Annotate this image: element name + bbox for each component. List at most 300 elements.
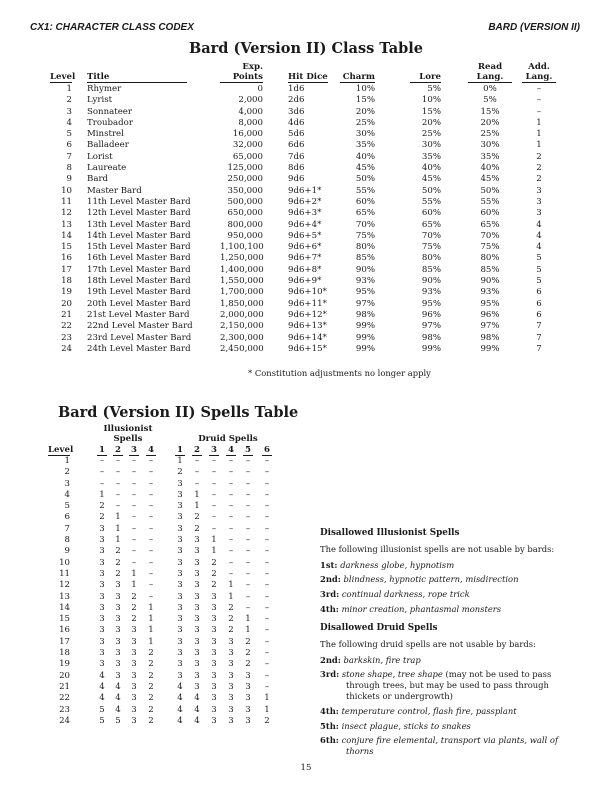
cell-illusionist-spells: 2 (148, 704, 154, 715)
cell-illusionist-spells: 2 (131, 602, 137, 613)
cell-druid-spells: 4 (194, 693, 200, 704)
cell-title: Bard (87, 174, 109, 185)
cell-read-lang: 95% (480, 298, 500, 309)
cell-title: 22nd Level Master Bard (87, 321, 193, 332)
cell-druid-spells: – (264, 546, 270, 557)
table-row (0, 569, 320, 580)
cell-druid-spells: 2 (194, 523, 200, 534)
cell-add-lang: 7 (536, 343, 542, 354)
cell-exp-points: 0 (257, 84, 263, 94)
col-add-header-bottom: Lang. (522, 72, 556, 83)
cell-illusionist-spells: – (148, 557, 154, 568)
cell-lore: 15% (421, 106, 441, 117)
table-row (0, 299, 612, 310)
cell-druid-spells: – (194, 478, 200, 489)
cell-charm: 93% (355, 276, 375, 287)
cell-druid-spells: 3 (228, 636, 234, 647)
cell-druid-spells: – (228, 467, 234, 478)
cell-druid-spells: 4 (177, 681, 183, 692)
cell-read-lang: 70% (480, 230, 500, 241)
table-row (0, 129, 612, 140)
cell-druid-spells: 2 (177, 467, 183, 478)
cell-level: 21 (59, 681, 70, 692)
cell-druid-spells: 3 (211, 602, 217, 613)
cell-druid-spells: – (245, 478, 251, 489)
spell-level-entry (320, 604, 580, 615)
table-row (0, 242, 612, 253)
table-row (0, 479, 320, 490)
cell-add-lang: 5 (536, 253, 542, 264)
cell-illusionist-spells: 3 (115, 670, 121, 681)
cell-add-lang: 3 (536, 185, 542, 196)
cell-druid-spells: 3 (194, 681, 200, 692)
cell-read-lang: 40% (480, 163, 500, 174)
table-row (0, 614, 320, 625)
cell-level: 8 (64, 535, 70, 546)
cell-druid-spells: – (245, 546, 251, 557)
cell-title: 18th Level Master Bard (87, 276, 191, 287)
cell-exp-points: 2,450,000 (220, 343, 264, 354)
spell-level-label: 5th: (320, 720, 339, 731)
illusionist-col-header: 1 (97, 445, 107, 456)
table-row (0, 208, 612, 219)
spell-note: (may not be used to pass through trees, but may be used to pass through thickets or undergrowth) (346, 669, 552, 701)
cell-druid-spells: 3 (211, 681, 217, 692)
cell-druid-spells: – (211, 523, 217, 534)
table-row (0, 220, 612, 231)
cell-level: 11 (59, 568, 70, 579)
running-header-left: CX1: CHARACTER CLASS CODEX (30, 22, 194, 33)
cell-illusionist-spells: 3 (99, 602, 105, 613)
cell-level: 19 (61, 287, 72, 298)
cell-illusionist-spells: 4 (99, 693, 105, 704)
cell-charm: 90% (355, 264, 375, 275)
cell-illusionist-spells: – (148, 546, 154, 557)
cell-illusionist-spells: – (131, 512, 137, 523)
cell-druid-spells: 2 (211, 557, 217, 568)
cell-illusionist-spells: 3 (99, 568, 105, 579)
cell-read-lang: 60% (480, 208, 500, 219)
cell-level: 9 (64, 546, 70, 557)
illusionist-col-header: 3 (129, 445, 139, 456)
cell-druid-spells: 1 (264, 693, 270, 704)
cell-druid-spells: – (264, 523, 270, 534)
druid-col-header: 6 (262, 445, 272, 456)
cell-druid-spells: – (264, 557, 270, 568)
cell-illusionist-spells: 2 (115, 546, 121, 557)
table-row (0, 625, 320, 636)
class-table-title: Bard (Version II) Class Table (188, 40, 424, 57)
cell-read-lang: 30% (480, 140, 500, 151)
cell-druid-spells: – (245, 456, 251, 466)
cell-druid-spells: 3 (211, 591, 217, 602)
table-row (0, 344, 612, 355)
spell-list: insect plague, sticks to snakes (341, 720, 471, 731)
cell-title: 15th Level Master Bard (87, 242, 191, 253)
cell-druid-spells: 3 (177, 602, 183, 613)
cell-druid-spells: – (228, 535, 234, 546)
cell-druid-spells: – (264, 501, 270, 512)
cell-lore: 50% (421, 185, 441, 196)
cell-title: Sonnateer (87, 106, 132, 117)
cell-illusionist-spells: – (148, 580, 154, 591)
spell-level-label: 2nd: (320, 574, 341, 585)
table-row (0, 118, 612, 129)
cell-druid-spells: 1 (228, 591, 234, 602)
cell-hit-dice: 9d6+5* (288, 230, 322, 241)
class-table-footnote: * Constitution adjustments no longer apply (248, 368, 431, 378)
cell-lore: 85% (421, 264, 441, 275)
cell-title: 24th Level Master Bard (87, 343, 191, 354)
cell-illusionist-spells: 3 (115, 625, 121, 636)
cell-illusionist-spells: 1 (115, 535, 121, 546)
spells-table-body (0, 456, 320, 727)
cell-druid-spells: 3 (245, 715, 251, 726)
cell-charm: 40% (355, 151, 375, 162)
cell-exp-points: 32,000 (232, 140, 263, 151)
spell-level-label: 6th: (320, 735, 339, 746)
table-row (0, 152, 612, 163)
cell-read-lang: 75% (480, 242, 500, 253)
cell-hit-dice: 9d6+10* (288, 287, 327, 298)
cell-illusionist-spells: 3 (99, 523, 105, 534)
cell-read-lang: 25% (480, 129, 500, 140)
table-row (0, 253, 612, 264)
spell-level-entry (320, 574, 580, 585)
spell-list: minor creation, phantasmal monsters (341, 603, 502, 614)
cell-level: 22 (61, 321, 72, 332)
cell-illusionist-spells: – (148, 523, 154, 534)
cell-illusionist-spells: 2 (148, 715, 154, 726)
cell-druid-spells: – (264, 535, 270, 546)
cell-exp-points: 1,250,000 (220, 253, 264, 264)
cell-lore: 20% (421, 117, 441, 128)
spell-level-label: 3rd: (320, 589, 340, 600)
spell-level-entry (320, 735, 580, 757)
cell-hit-dice: 9d6+7* (288, 253, 322, 264)
cell-druid-spells: – (228, 523, 234, 534)
cell-illusionist-spells: 1 (131, 568, 137, 579)
cell-druid-spells: – (264, 636, 270, 647)
cell-level: 4 (66, 117, 72, 128)
cell-druid-spells: – (228, 557, 234, 568)
cell-exp-points: 350,000 (227, 185, 263, 196)
cell-druid-spells: 3 (245, 670, 251, 681)
druid-col-header: 5 (243, 445, 253, 456)
cell-add-lang: 6 (536, 309, 542, 320)
cell-illusionist-spells: 2 (148, 670, 154, 681)
table-row (0, 693, 320, 704)
table-row (0, 467, 320, 478)
page-number: 15 (300, 763, 312, 773)
cell-read-lang: 96% (480, 309, 500, 320)
disallowed-illusionist-section (320, 528, 580, 619)
cell-title: Lorist (87, 151, 113, 162)
cell-charm: 10% (355, 84, 375, 94)
cell-illusionist-spells: 3 (131, 648, 137, 659)
table-row (0, 95, 612, 106)
cell-illusionist-spells: 3 (131, 704, 137, 715)
cell-druid-spells: 3 (194, 602, 200, 613)
cell-illusionist-spells: – (115, 478, 121, 489)
cell-hit-dice: 6d6 (288, 140, 305, 151)
cell-title: Balladeer (87, 140, 129, 151)
table-row (0, 321, 612, 332)
cell-add-lang: 1 (536, 129, 542, 140)
cell-illusionist-spells: – (148, 478, 154, 489)
cell-illusionist-spells: – (131, 535, 137, 546)
cell-illusionist-spells: 3 (115, 602, 121, 613)
spells-table-header (0, 424, 612, 456)
cell-illusionist-spells: 1 (115, 523, 121, 534)
cell-charm: 99% (355, 332, 375, 343)
cell-druid-spells: – (245, 557, 251, 568)
cell-illusionist-spells: 3 (131, 693, 137, 704)
cell-level: 1 (66, 84, 72, 94)
cell-hit-dice: 9d6 (288, 174, 305, 185)
table-row (0, 490, 320, 501)
cell-level: 9 (66, 174, 72, 185)
cell-title: 11th Level Master Bard (87, 196, 191, 207)
cell-druid-spells: 3 (194, 580, 200, 591)
cell-hit-dice: 3d6 (288, 106, 305, 117)
spell-list: temperature control, flash fire, passplant (341, 705, 517, 716)
cell-druid-spells: 3 (177, 478, 183, 489)
cell-illusionist-spells: – (115, 489, 121, 500)
cell-lore: 40% (421, 163, 441, 174)
cell-illusionist-spells: 3 (99, 625, 105, 636)
cell-druid-spells: – (264, 591, 270, 602)
cell-druid-spells: 2 (245, 648, 251, 659)
illusionist-col-header: 2 (113, 445, 123, 456)
spell-list: darkness globe, hypnotism (340, 559, 455, 570)
cell-level: 20 (59, 670, 70, 681)
cell-lore: 75% (421, 242, 441, 253)
cell-druid-spells: 3 (194, 648, 200, 659)
cell-hit-dice: 2d6 (288, 95, 305, 106)
cell-illusionist-spells: – (131, 456, 137, 466)
cell-level: 11 (61, 196, 72, 207)
cell-druid-spells: 3 (228, 659, 234, 670)
cell-druid-spells: 3 (228, 715, 234, 726)
disallowed-illusionist-heading: Disallowed Illusionist Spells (320, 528, 460, 538)
cell-level: 12 (61, 208, 72, 219)
cell-illusionist-spells: 1 (131, 580, 137, 591)
cell-charm: 25% (355, 117, 375, 128)
cell-druid-spells: – (264, 659, 270, 670)
cell-lore: 60% (421, 208, 441, 219)
druid-col-header: 2 (192, 445, 202, 456)
cell-lore: 10% (421, 95, 441, 106)
cell-hit-dice: 9d6+14* (288, 332, 327, 343)
cell-exp-points: 16,000 (232, 129, 263, 140)
cell-illusionist-spells: 3 (99, 659, 105, 670)
cell-exp-points: 1,100,100 (220, 242, 264, 253)
cell-illusionist-spells: 3 (99, 648, 105, 659)
cell-add-lang: 3 (536, 196, 542, 207)
cell-illusionist-spells: 2 (115, 568, 121, 579)
cell-charm: 55% (355, 185, 375, 196)
cell-druid-spells: 3 (177, 523, 183, 534)
cell-druid-spells: 3 (228, 681, 234, 692)
cell-hit-dice: 9d6+2* (288, 196, 322, 207)
cell-druid-spells: 3 (177, 568, 183, 579)
cell-level: 7 (66, 151, 72, 162)
cell-add-lang: 4 (536, 242, 542, 253)
cell-druid-spells: 3 (177, 489, 183, 500)
cell-illusionist-spells: – (148, 535, 154, 546)
cell-druid-spells: – (245, 501, 251, 512)
cell-illusionist-spells: 1 (148, 614, 154, 625)
cell-druid-spells: – (264, 512, 270, 523)
cell-charm: 65% (355, 208, 375, 219)
cell-title: Rhymer (87, 84, 122, 94)
cell-hit-dice: 9d6+15* (288, 343, 327, 354)
cell-hit-dice: 9d6+4* (288, 219, 322, 230)
cell-illusionist-spells: 3 (115, 648, 121, 659)
cell-title: 19th Level Master Bard (87, 287, 191, 298)
spell-list: conjure fire elemental, transport via plants, wall of thorns (341, 735, 559, 757)
cell-hit-dice: 9d6+3* (288, 208, 322, 219)
cell-lore: 80% (421, 253, 441, 264)
cell-level: 23 (61, 332, 72, 343)
cell-illusionist-spells: 1 (148, 625, 154, 636)
cell-level: 17 (59, 636, 70, 647)
cell-hit-dice: 9d6+6* (288, 242, 322, 253)
cell-illusionist-spells: 4 (99, 670, 105, 681)
cell-charm: 97% (355, 298, 375, 309)
cell-druid-spells: – (211, 456, 217, 466)
cell-title: 14th Level Master Bard (87, 230, 191, 241)
cell-druid-spells: 4 (194, 704, 200, 715)
table-row (0, 186, 612, 197)
cell-add-lang: 6 (536, 298, 542, 309)
cell-druid-spells: 2 (211, 568, 217, 579)
table-row (0, 546, 320, 557)
cell-lore: 98% (421, 332, 441, 343)
cell-lore: 93% (421, 287, 441, 298)
col-lore-header: Lore (410, 72, 441, 83)
cell-illusionist-spells: 2 (99, 501, 105, 512)
running-header-right: BARD (VERSION II) (488, 22, 580, 33)
cell-add-lang: 5 (536, 276, 542, 287)
cell-illusionist-spells: – (148, 512, 154, 523)
table-row (0, 671, 320, 682)
cell-illusionist-spells: 2 (148, 681, 154, 692)
cell-druid-spells: 3 (194, 557, 200, 568)
cell-level: 24 (59, 715, 70, 726)
cell-hit-dice: 9d6+13* (288, 321, 327, 332)
cell-druid-spells: 1 (194, 501, 200, 512)
table-row (0, 682, 320, 693)
cell-illusionist-spells: – (148, 501, 154, 512)
cell-add-lang: 1 (536, 140, 542, 151)
cell-add-lang: – (536, 106, 542, 117)
cell-druid-spells: 3 (194, 591, 200, 602)
cell-lore: 97% (421, 321, 441, 332)
spell-level-label: 2nd: (320, 654, 341, 665)
cell-illusionist-spells: – (115, 467, 121, 478)
table-row (0, 276, 612, 287)
cell-druid-spells: 3 (177, 625, 183, 636)
cell-read-lang: 20% (480, 117, 500, 128)
cell-druid-spells: 1 (211, 535, 217, 546)
disallowed-illusionist-intro: The following illusionist spells are not usable by bards: (320, 543, 555, 554)
cell-druid-spells: 1 (194, 489, 200, 500)
cell-read-lang: 0% (483, 84, 497, 94)
cell-druid-spells: 3 (177, 580, 183, 591)
table-row (0, 603, 320, 614)
cell-title: 12th Level Master Bard (87, 208, 191, 219)
col-hitdice-header: Hit Dice (288, 72, 328, 82)
cell-add-lang: 5 (536, 264, 542, 275)
table-row (0, 716, 320, 727)
cell-charm: 70% (355, 219, 375, 230)
cell-exp-points: 950,000 (227, 230, 263, 241)
cell-illusionist-spells: – (99, 456, 105, 466)
cell-level: 13 (61, 219, 72, 230)
cell-druid-spells: 1 (211, 546, 217, 557)
table-row (0, 524, 320, 535)
cell-exp-points: 2,000 (238, 95, 263, 106)
cell-druid-spells: – (264, 478, 270, 489)
cell-druid-spells: – (264, 648, 270, 659)
spell-list: barkskin, fire trap (343, 654, 421, 665)
cell-add-lang: – (536, 95, 542, 106)
cell-hit-dice: 9d6+9* (288, 276, 322, 287)
cell-illusionist-spells: 2 (99, 512, 105, 523)
disallowed-druid-heading: Disallowed Druid Spells (320, 623, 438, 633)
cell-druid-spells: 3 (177, 591, 183, 602)
table-row (0, 705, 320, 716)
cell-level: 21 (61, 309, 72, 320)
cell-druid-spells: 3 (194, 625, 200, 636)
cell-illusionist-spells: 3 (115, 636, 121, 647)
cell-hit-dice: 9d6+1* (288, 185, 322, 196)
cell-charm: 99% (355, 321, 375, 332)
cell-illusionist-spells: 2 (148, 693, 154, 704)
cell-charm: 30% (355, 129, 375, 140)
spells-level-header: Level (48, 445, 74, 455)
cell-level: 4 (64, 489, 70, 500)
cell-exp-points: 65,000 (232, 151, 263, 162)
cell-illusionist-spells: – (148, 467, 154, 478)
spell-level-label: 1st: (320, 559, 338, 570)
cell-level: 3 (64, 478, 70, 489)
cell-lore: 65% (421, 219, 441, 230)
cell-exp-points: 1,700,000 (220, 287, 264, 298)
cell-druid-spells: 3 (177, 636, 183, 647)
cell-druid-spells: – (245, 535, 251, 546)
cell-druid-spells: 3 (177, 614, 183, 625)
col-read-header-bottom: Lang. (468, 72, 512, 83)
spell-level-entry (320, 560, 580, 571)
spell-level-entry (320, 721, 580, 732)
cell-druid-spells: – (228, 512, 234, 523)
cell-illusionist-spells: 3 (99, 557, 105, 568)
cell-druid-spells: 3 (194, 670, 200, 681)
cell-charm: 45% (355, 163, 375, 174)
cell-druid-spells: 2 (228, 614, 234, 625)
cell-lore: 35% (421, 151, 441, 162)
cell-charm: 60% (355, 196, 375, 207)
cell-druid-spells: – (245, 512, 251, 523)
spell-list: stone shape, tree shape (341, 669, 443, 680)
cell-druid-spells: 3 (211, 715, 217, 726)
cell-illusionist-spells: – (115, 456, 121, 466)
cell-exp-points: 650,000 (227, 208, 263, 219)
cell-hit-dice: 4d6 (288, 117, 305, 128)
